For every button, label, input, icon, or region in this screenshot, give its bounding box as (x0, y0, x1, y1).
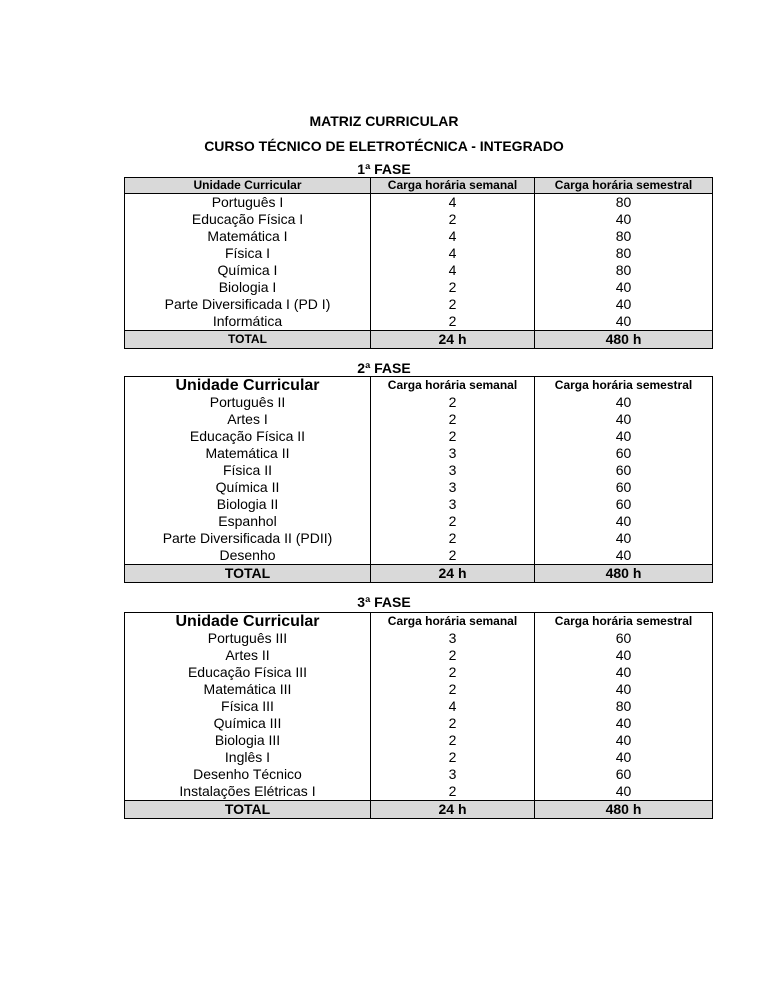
table-row (125, 732, 713, 749)
header-semestral: Carga horária semestral (535, 178, 713, 194)
unidade-cell: Matemática I (125, 228, 371, 245)
semanal-cell: 2 (371, 411, 535, 428)
semestral-cell: 40 (535, 428, 713, 445)
table-row (125, 766, 713, 783)
unidade-cell: Parte Diversificada II (PDII) (125, 530, 371, 547)
semanal-cell: 2 (371, 715, 535, 732)
table-row (125, 228, 713, 245)
semanal-cell: 3 (371, 479, 535, 496)
fase-1-label: 1ª FASE (357, 161, 411, 177)
semanal-cell: 2 (371, 681, 535, 698)
unidade-cell: Matemática II (125, 445, 371, 462)
table-row (125, 749, 713, 766)
table-row (125, 479, 713, 496)
semanal-cell: 2 (371, 783, 535, 801)
semestral-cell: 60 (535, 462, 713, 479)
unidade-cell: Desenho Técnico (125, 766, 371, 783)
unidade-cell: Educação Física II (125, 428, 371, 445)
table-row (125, 411, 713, 428)
semestral-cell: 40 (535, 394, 713, 411)
table-row (125, 245, 713, 262)
fase-3-table (124, 612, 713, 819)
unidade-cell: Química I (125, 262, 371, 279)
semestral-cell: 40 (535, 513, 713, 530)
semestral-cell: 80 (535, 262, 713, 279)
total-row (125, 801, 713, 819)
total-semestral: 480 h (535, 801, 713, 819)
header-unidade: Unidade Curricular (125, 377, 371, 395)
table-row (125, 681, 713, 698)
semestral-cell: 40 (535, 530, 713, 547)
total-semanal: 24 h (371, 331, 535, 349)
unidade-cell: Inglês I (125, 749, 371, 766)
semanal-cell: 4 (371, 262, 535, 279)
unidade-cell: Educação Física I (125, 211, 371, 228)
unidade-cell: Química III (125, 715, 371, 732)
unidade-cell: Educação Física III (125, 664, 371, 681)
table-header-row (125, 178, 713, 194)
total-row (125, 331, 713, 349)
semestral-cell: 60 (535, 766, 713, 783)
semestral-cell: 80 (535, 228, 713, 245)
total-semestral: 480 h (535, 565, 713, 583)
table-row (125, 445, 713, 462)
unidade-cell: Artes II (125, 647, 371, 664)
semanal-cell: 2 (371, 513, 535, 530)
unidade-cell: Física III (125, 698, 371, 715)
semanal-cell: 2 (371, 647, 535, 664)
unidade-cell: Instalações Elétricas I (125, 783, 371, 801)
semestral-cell: 80 (535, 194, 713, 212)
total-row (125, 565, 713, 583)
table-row (125, 647, 713, 664)
semestral-cell: 40 (535, 715, 713, 732)
semestral-cell: 60 (535, 445, 713, 462)
table-row (125, 496, 713, 513)
semanal-cell: 2 (371, 211, 535, 228)
semestral-cell: 40 (535, 664, 713, 681)
semanal-cell: 2 (371, 530, 535, 547)
semestral-cell: 40 (535, 647, 713, 664)
fase-3-label: 3ª FASE (357, 594, 411, 610)
semestral-cell: 60 (535, 630, 713, 647)
total-label: TOTAL (125, 801, 371, 819)
unidade-cell: Desenho (125, 547, 371, 565)
table-row (125, 296, 713, 313)
semanal-cell: 4 (371, 245, 535, 262)
table-row (125, 630, 713, 647)
semanal-cell: 2 (371, 296, 535, 313)
header-unidade: Unidade Curricular (125, 178, 371, 194)
table-row (125, 547, 713, 565)
unidade-cell: Parte Diversificada I (PD I) (125, 296, 371, 313)
unidade-cell: Informática (125, 313, 371, 331)
unidade-cell: Artes I (125, 411, 371, 428)
table-row (125, 394, 713, 411)
header-semanal: Carga horária semanal (371, 377, 535, 395)
semanal-cell: 2 (371, 394, 535, 411)
unidade-cell: Português III (125, 630, 371, 647)
semanal-cell: 3 (371, 496, 535, 513)
table-row (125, 279, 713, 296)
semestral-cell: 60 (535, 496, 713, 513)
document-title: MATRIZ CURRICULAR (309, 113, 459, 129)
unidade-cell: Física II (125, 462, 371, 479)
total-label: TOTAL (125, 565, 371, 583)
semestral-cell: 40 (535, 732, 713, 749)
table-row (125, 783, 713, 801)
total-semanal: 24 h (371, 565, 535, 583)
table-row (125, 313, 713, 331)
semestral-cell: 40 (535, 296, 713, 313)
table-row (125, 715, 713, 732)
semestral-cell: 80 (535, 698, 713, 715)
semestral-cell: 40 (535, 547, 713, 565)
header-unidade: Unidade Curricular (125, 613, 371, 631)
header-semestral: Carga horária semestral (535, 613, 713, 631)
semestral-cell: 40 (535, 749, 713, 766)
semestral-cell: 40 (535, 279, 713, 296)
fase-2-label: 2ª FASE (357, 360, 411, 376)
semanal-cell: 3 (371, 462, 535, 479)
semanal-cell: 4 (371, 698, 535, 715)
semestral-cell: 60 (535, 479, 713, 496)
unidade-cell: Biologia III (125, 732, 371, 749)
semanal-cell: 3 (371, 766, 535, 783)
total-semestral: 480 h (535, 331, 713, 349)
semanal-cell: 3 (371, 630, 535, 647)
table-row (125, 262, 713, 279)
total-semanal: 24 h (371, 801, 535, 819)
table-row (125, 530, 713, 547)
table-header-row (125, 613, 713, 631)
table-row (125, 462, 713, 479)
table-row (125, 513, 713, 530)
unidade-cell: Espanhol (125, 513, 371, 530)
table-row (125, 428, 713, 445)
course-title: CURSO TÉCNICO DE ELETROTÉCNICA - INTEGRADO (204, 138, 564, 154)
semanal-cell: 2 (371, 749, 535, 766)
table-row (125, 698, 713, 715)
semanal-cell: 2 (371, 313, 535, 331)
total-label: TOTAL (125, 331, 371, 349)
semanal-cell: 4 (371, 194, 535, 212)
semanal-cell: 2 (371, 428, 535, 445)
semanal-cell: 3 (371, 445, 535, 462)
unidade-cell: Biologia I (125, 279, 371, 296)
header-semanal: Carga horária semanal (371, 178, 535, 194)
table-row (125, 211, 713, 228)
semanal-cell: 2 (371, 547, 535, 565)
unidade-cell: Física I (125, 245, 371, 262)
unidade-cell: Matemática III (125, 681, 371, 698)
unidade-cell: Biologia II (125, 496, 371, 513)
table-header-row (125, 377, 713, 395)
semanal-cell: 4 (371, 228, 535, 245)
unidade-cell: Química II (125, 479, 371, 496)
semestral-cell: 40 (535, 783, 713, 801)
header-semanal: Carga horária semanal (371, 613, 535, 631)
semestral-cell: 40 (535, 211, 713, 228)
header-semestral: Carga horária semestral (535, 377, 713, 395)
fase-1-table (124, 177, 713, 349)
semestral-cell: 40 (535, 313, 713, 331)
semestral-cell: 80 (535, 245, 713, 262)
table-row (125, 194, 713, 212)
table-row (125, 664, 713, 681)
semanal-cell: 2 (371, 732, 535, 749)
semestral-cell: 40 (535, 681, 713, 698)
unidade-cell: Português II (125, 394, 371, 411)
semanal-cell: 2 (371, 664, 535, 681)
unidade-cell: Português I (125, 194, 371, 212)
semanal-cell: 2 (371, 279, 535, 296)
semestral-cell: 40 (535, 411, 713, 428)
fase-2-table (124, 376, 713, 583)
